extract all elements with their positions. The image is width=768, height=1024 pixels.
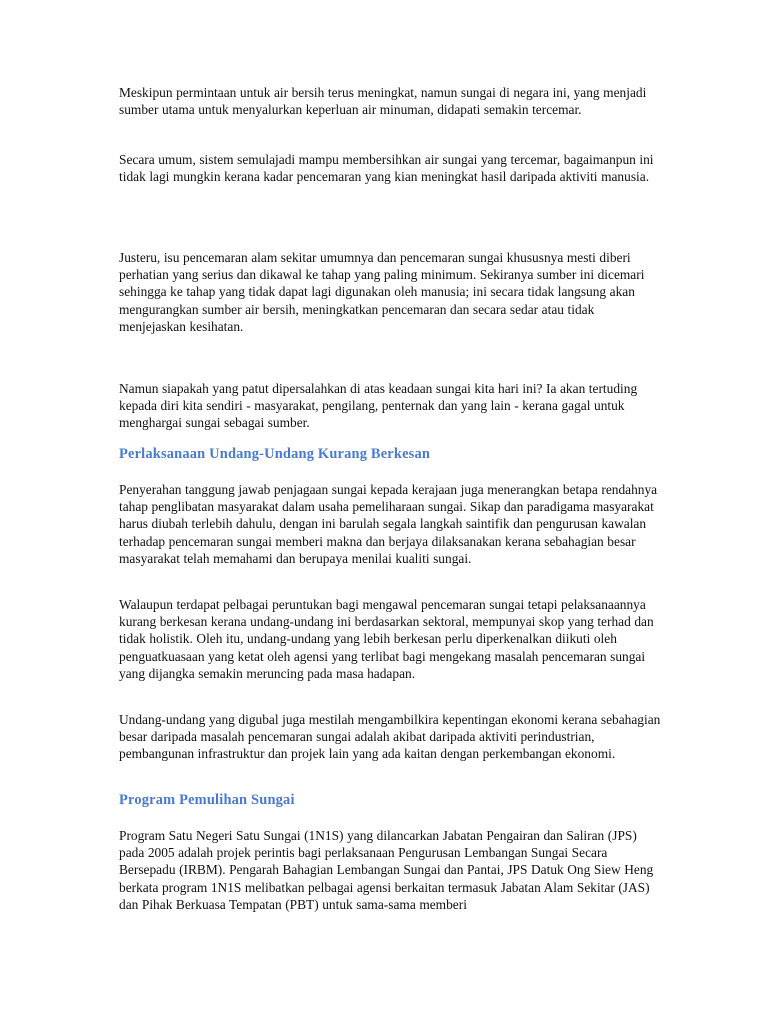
paragraph-responsibility: Penyerahan tanggung jawab penjagaan sungai kepada kerajaan juga menerangkan betapa rendahnya tahap penglibatan masyarakat dalam usaha pemeliharaan sungai. Sikap dan paradigama masyarakat harus diubah terlebih dahulu, dengan ini barulah segala langkah saintifik dan pengurusan kawalan terhadap pencemaran sungai memberi makna dan berjaya dilaksanakan kerana sebahagian besar masyarakat telah memahami dan berupaya menilai kualiti sungai. xyxy=(119,482,658,566)
section-heading-law-enforcement: Perlaksanaan Undang-Undang Kurang Berkesan xyxy=(119,446,431,462)
paragraph-economy: Undang-undang yang digubal juga mestilah mengambilkira kepentingan ekonomi kerana sebahagian besar daripada masalah pencemaran sungai adalah akibat daripada aktiviti perindustrian, pembangunan infrastruktur dan projek lain yang ada kaitan dengan perkembangan ekonomi. xyxy=(119,712,661,762)
paragraph-1n1s-program: Program Satu Negeri Satu Sungai (1N1S) yang dilancarkan Jabatan Pengairan dan Saliran (JPS) pada 2005 adalah projek perintis bagi perlaksanaan Pengurusan Lembangan Sungai Secara Bersepadu (IRBM). Pengarah Bahagian Lembangan Sungai dan Pantai, JPS Datuk Ong Siew Heng berkata program 1N1S melibatkan pelbagai agensi berkaitan termasuk Jabatan Alam Sekitar (JAS) dan Pihak Berkuasa Tempatan (PBT) untuk sama-sama memberi xyxy=(119,828,654,912)
paragraph-regulations: Walaupun terdapat pelbagai peruntukan bagi mengawal pencemaran sungai tetapi pelaksanaannya kurang berkesan kerana undang-undang ini berdasarkan sektoral, mempunyai skop yang terhad dan tidak holistik. Oleh itu, undang-undang yang lebih berkesan perlu diperkenalkan diikuti oleh penguatkuasaan yang ketat oleh agensi yang terlibat bagi mengekang masalah pencemaran sungai yang dijangka semakin meruncing pada masa hadapan. xyxy=(119,597,654,681)
paragraph-intro: Meskipun permintaan untuk air bersih terus meningkat, namun sungai di negara ini, yang menjadi sumber utama untuk menyalurkan keperluan air minuman, didapati semakin tercemar. xyxy=(119,85,647,118)
paragraph-attention: Justeru, isu pencemaran alam sekitar umumnya dan pencemaran sungai khususnya mesti diberi perhatian yang serius dan dikawal ke tahap yang paling minimum. Sekiranya sumber ini dicemari sehingga ke tahap yang tidak dapat lagi digunakan oleh manusia; ini secara tidak langsung akan mengurangkan sumber air bersih, meningkatkan pencemaran dan secara sedar atau tidak menjejaskan kesihatan. xyxy=(119,250,645,334)
paragraph-natural-system: Secara umum, sistem semulajadi mampu membersihkan air sungai yang tercemar, bagaimanpun ini tidak lagi mungkin kerana kadar pencemaran yang kian meningkat hasil daripada aktiviti manusia. xyxy=(119,152,654,185)
paragraph-blame: Namun siapakah yang patut dipersalahkan di atas keadaan sungai kita hari ini? Ia akan tertuding kepada diri kita sendiri - masyarakat, pengilang, penternak dan yang lain - kerana gagal untuk menghargai sungai sebagai sumber. xyxy=(119,381,638,431)
section-heading-river-recovery: Program Pemulihan Sungai xyxy=(119,792,295,808)
